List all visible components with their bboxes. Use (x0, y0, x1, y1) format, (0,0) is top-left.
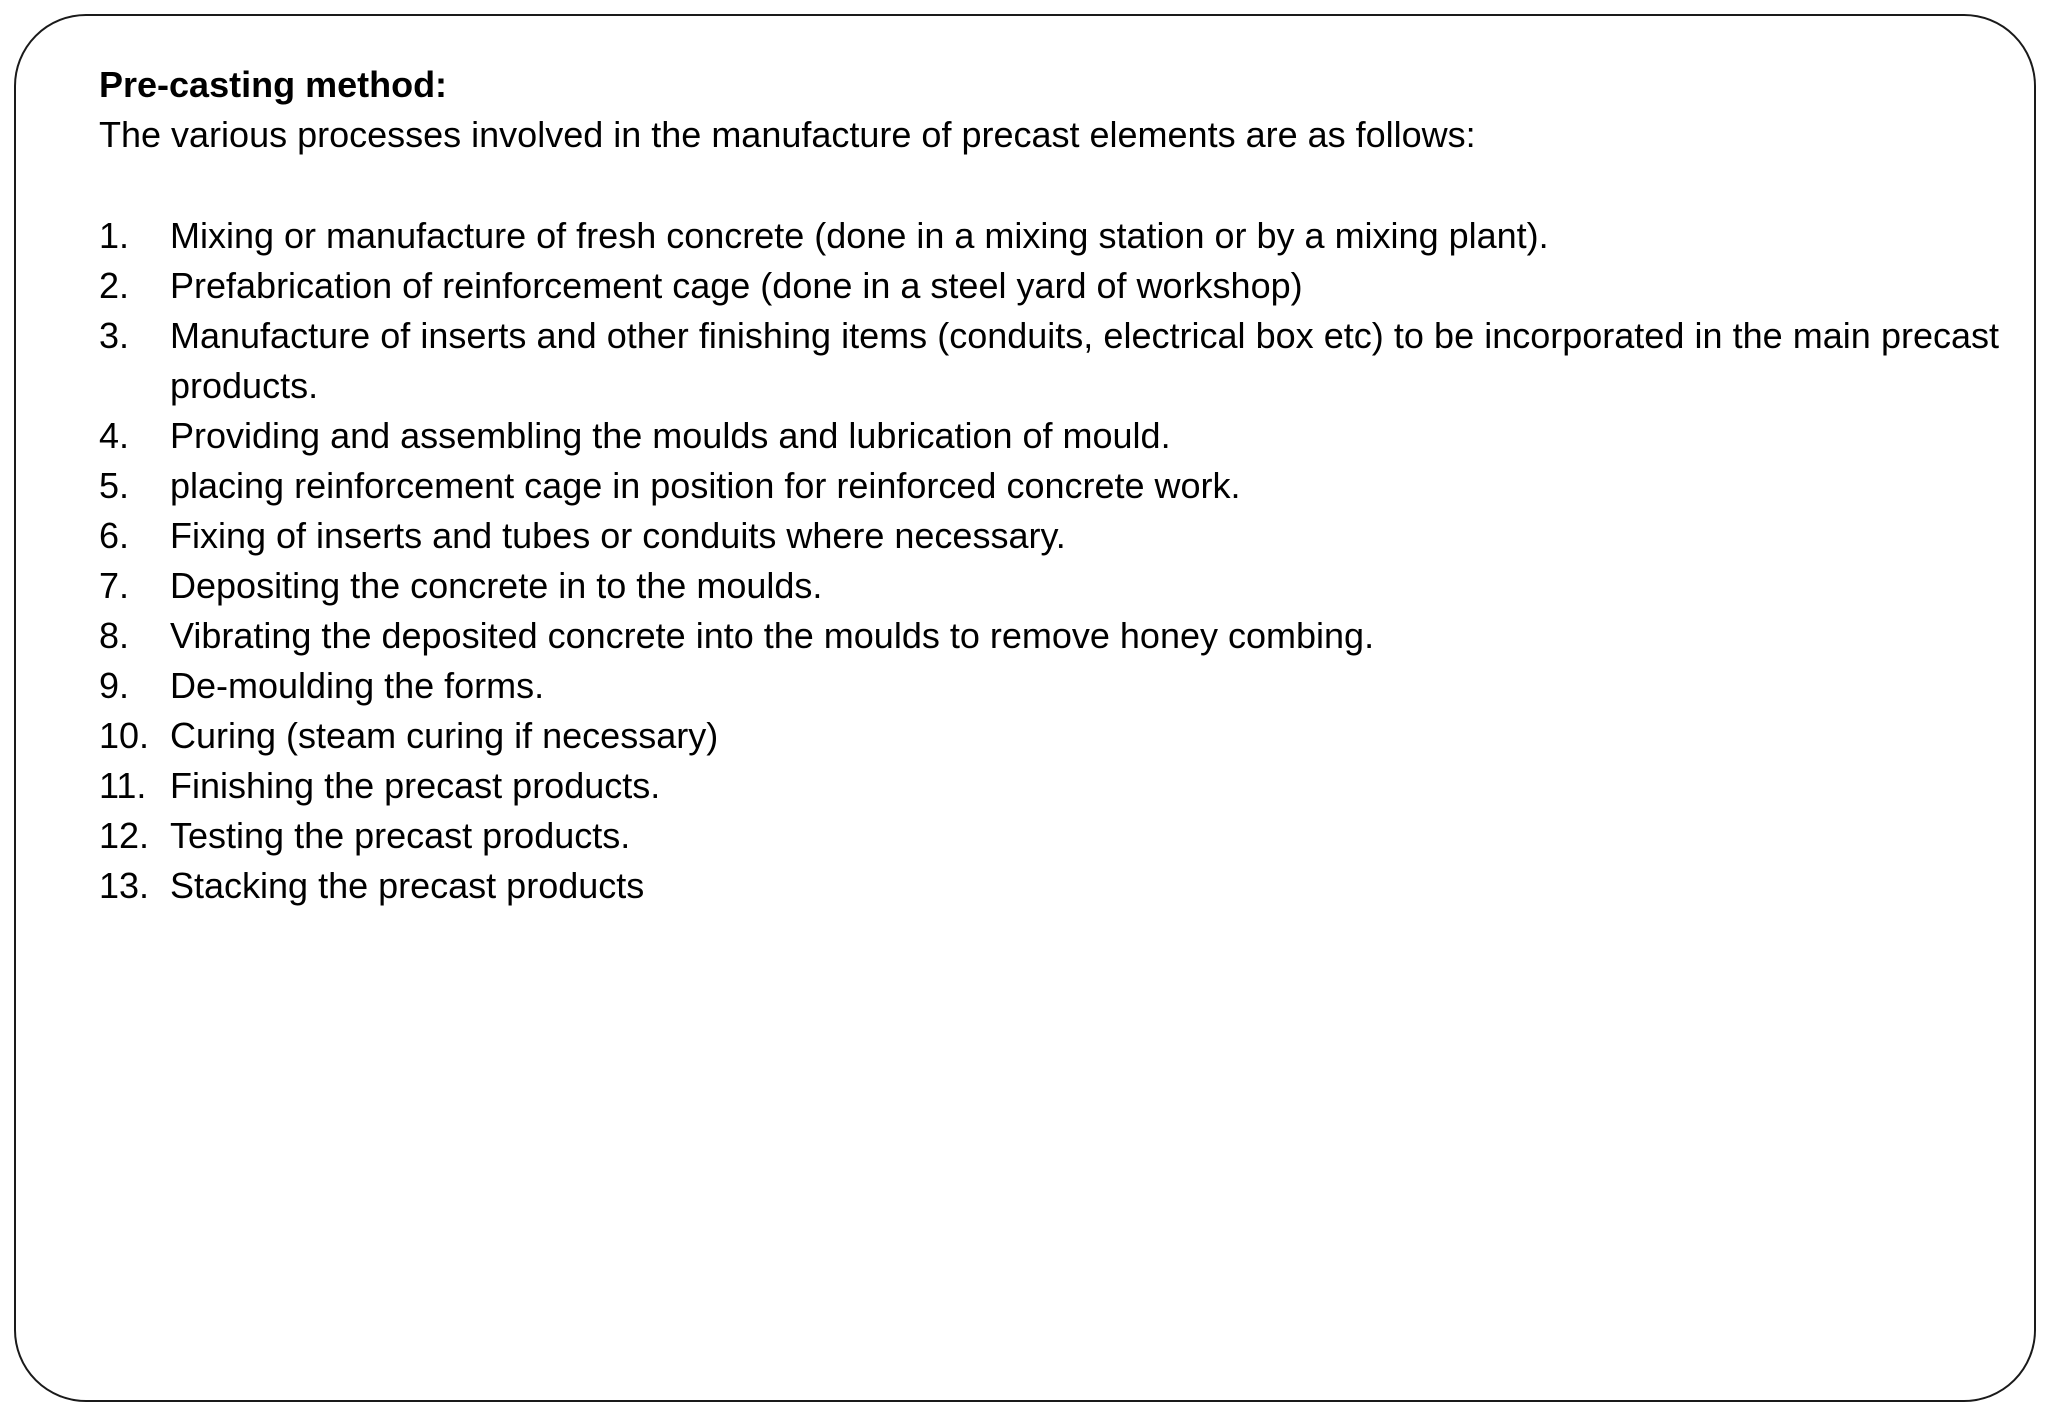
step-number: 10. (99, 715, 150, 756)
step-text: placing reinforcement cage in position for reinforced concrete work. (170, 465, 1241, 506)
step-text: Mixing or manufacture of fresh concrete (done in a mixing station or by a mixing plant). (170, 215, 1549, 256)
step-number: 8. (99, 615, 130, 656)
process-step (99, 211, 1999, 261)
step-text: Vibrating the deposited concrete into the moulds to remove honey combing. (170, 615, 1375, 656)
step-number: 9. (99, 665, 130, 706)
slide-intro: The various processes involved in the manufacture of precast elements are as follows: (99, 114, 1476, 155)
process-step (99, 611, 1999, 661)
process-step (99, 461, 1999, 511)
step-text: De-moulding the forms. (170, 665, 545, 706)
step-number: 4. (99, 415, 130, 456)
slide-frame (14, 14, 2036, 1402)
step-number: 3. (99, 315, 130, 356)
slide-content (99, 60, 1999, 911)
step-number: 12. (99, 815, 150, 856)
step-number: 11. (99, 765, 147, 806)
process-step (99, 411, 1999, 461)
process-step (99, 761, 1999, 811)
step-number: 6. (99, 515, 130, 556)
slide-heading: Pre-casting method: (99, 64, 448, 105)
step-text: Stacking the precast products (170, 865, 645, 906)
step-number: 1. (99, 215, 130, 256)
process-step (99, 661, 1999, 711)
step-number: 13. (99, 865, 150, 906)
step-text: Fixing of inserts and tubes or conduits where necessary. (170, 515, 1066, 556)
step-number: 5. (99, 465, 130, 506)
step-text: Curing (steam curing if necessary) (170, 715, 719, 756)
process-steps-list (99, 211, 1999, 911)
process-step (99, 261, 1999, 311)
step-text: Manufacture of inserts and other finishing items (conduits, electrical box etc) to be incorporated in the main precast products. (170, 315, 1999, 406)
step-number: 2. (99, 265, 130, 306)
step-text: Providing and assembling the moulds and lubrication of mould. (170, 415, 1171, 456)
process-step (99, 311, 1999, 411)
process-step (99, 711, 1999, 761)
step-text: Finishing the precast products. (170, 765, 661, 806)
process-step (99, 561, 1999, 611)
step-text: Prefabrication of reinforcement cage (done in a steel yard of workshop) (170, 265, 1303, 306)
process-step (99, 861, 1999, 911)
step-number: 7. (99, 565, 130, 606)
process-step (99, 811, 1999, 861)
process-step (99, 511, 1999, 561)
step-text: Testing the precast products. (170, 815, 631, 856)
step-text: Depositing the concrete in to the moulds. (170, 565, 823, 606)
